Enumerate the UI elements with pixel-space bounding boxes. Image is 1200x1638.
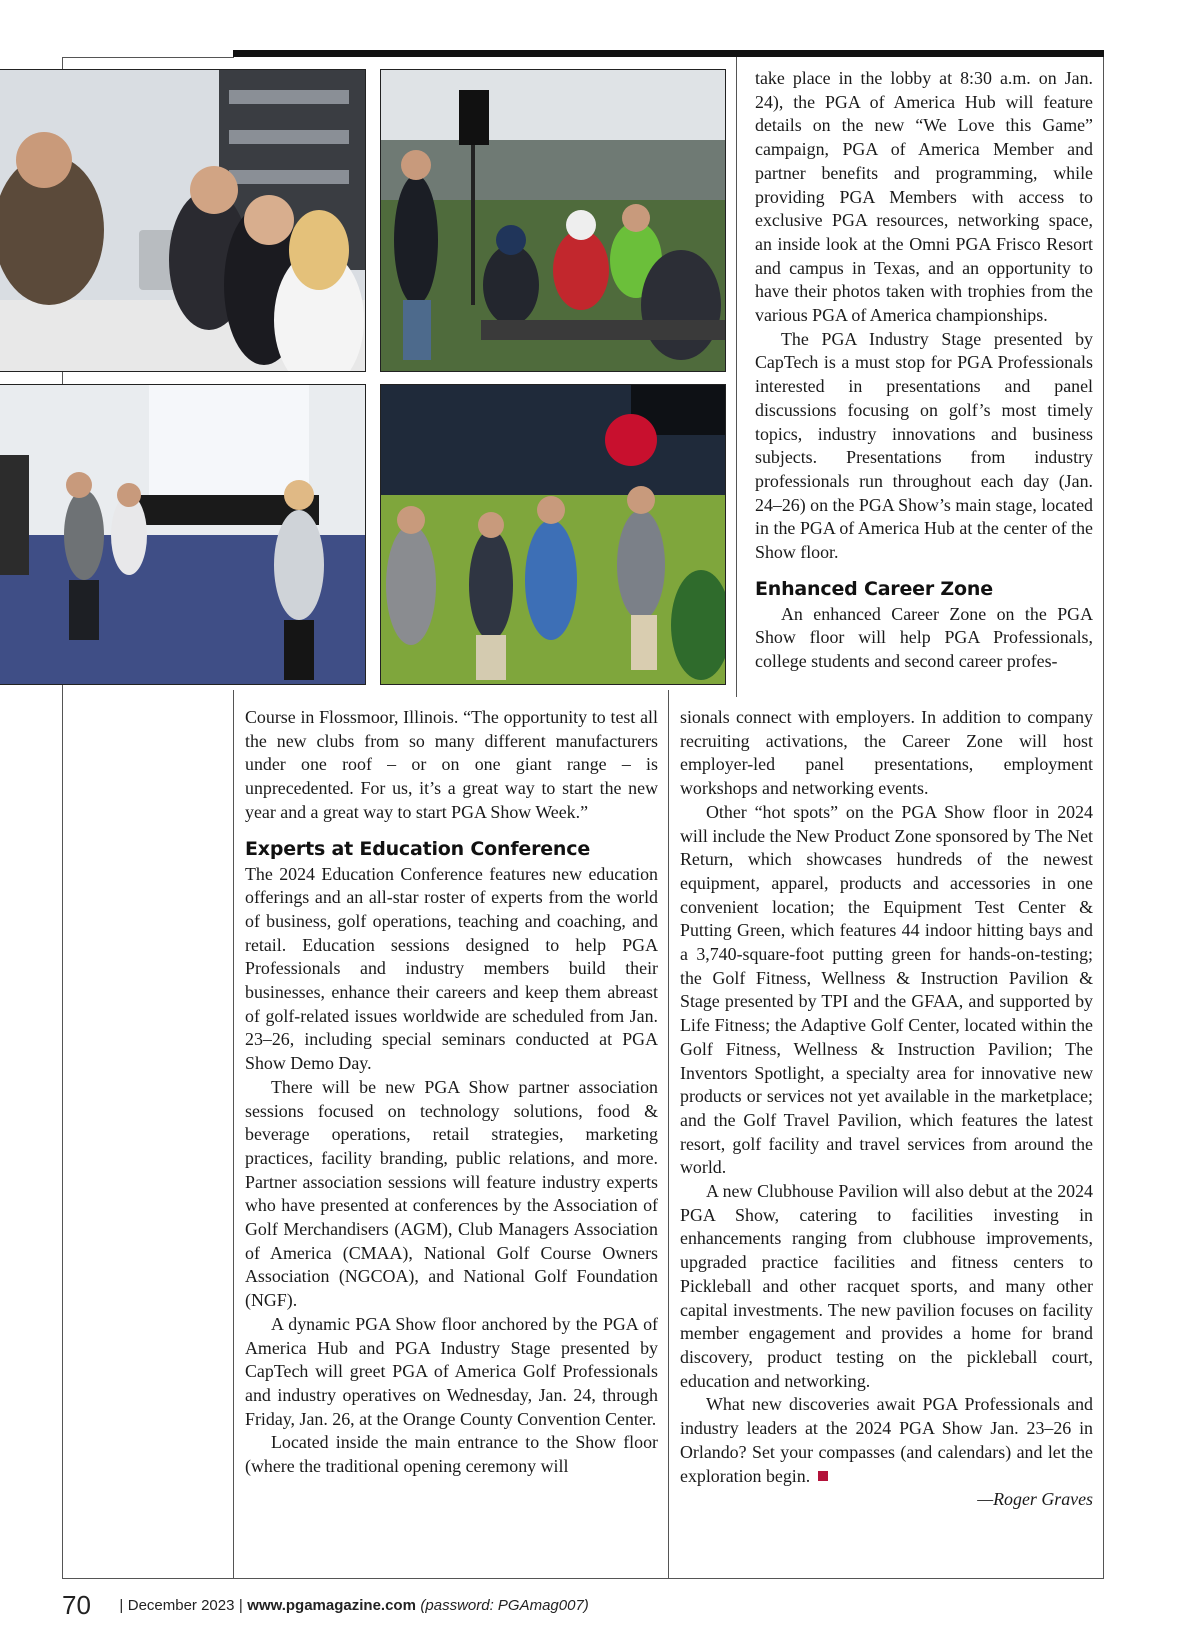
right-column-paragraph-4: Other “hot spots” on the PGA Show floor in 2024 will include the New Product Zone sponsored by The Net Return, which showcases hundreds of the newest equipment, apparel, products and accessories in one convenient location; the Equipment Test Center & Putting Green, which features 44 indoor hitting bays and a 3,740-square-foot putting green for hands-on-testing; the Golf Fitness, Wellness & Instruction Pavilion & Stage presented by TPI and the GFAA, and supported by Life Fitness; the Adaptive Golf Center, located within the Golf Fitness, Wellness & Instruction Pavilion; The Inventors Spotlight, a specialty area for innovative new products or services not yet available in the marketplace; and the Golf Travel Pavilion, which features the latest resort, golf facility and travel services from around the world. <box>680 801 1093 1178</box>
photo-fitness <box>0 384 366 685</box>
photo-meeting <box>0 69 366 372</box>
column-divider-mid <box>668 690 669 1579</box>
column-divider-right-top <box>736 57 737 697</box>
photo-putting-green <box>380 384 726 685</box>
footer-password-note: (password: PGAmag007) <box>420 1597 589 1614</box>
right-column-bottom <box>680 706 1093 1512</box>
byline: —Roger Graves <box>977 1489 1093 1510</box>
left-column <box>245 706 658 1479</box>
right-column-paragraph-3-rest: sionals connect with employers. In addition to company recruiting activations, the Career Zone will host employer-led panel presentations, employment workshops and networking events. <box>680 707 1093 799</box>
page-number: 70 <box>62 1590 91 1620</box>
heading-career-zone: Enhanced Career Zone <box>755 577 993 600</box>
left-column-paragraph-1: Course in Flossmoor, Illinois. “The opportunity to test all the new clubs from so many different manufacturers under one roof – or on one giant range – is unprecedented. For us, it’s a great way to start the new year and a great way to start PGA Show Week.” <box>245 707 658 822</box>
frame-bottom <box>62 1578 1104 1579</box>
closing-paragraph-text: What new discoveries await PGA Professionals and industry leaders at the 2024 PGA Show Jan. 23–26 in Orlando? Set your compasses (and calendars) and let the exploration begin. <box>680 1394 1093 1486</box>
left-column-paragraph-4: A dynamic PGA Show floor anchored by the PGA of America Hub and PGA Industry Stage presented by CapTech will greet PGA of America Golf Professionals and industry operatives on Wednesday, Jan. 24, through Friday, Jan. 26, at the Orange County Convention Center. <box>245 1313 658 1429</box>
page-footer <box>62 1590 589 1620</box>
right-column-paragraph-6 <box>680 1393 1093 1488</box>
footer-date: December 2023 <box>127 1597 235 1614</box>
right-column-top <box>755 67 1093 674</box>
right-column-paragraph-2: The PGA Industry Stage presented by CapTech is a must stop for PGA Professionals interested in presentations and panel discussions focusing on golf’s most timely topics, industry innovations and business subjects. Presentations from industry professionals run throughout each day (Jan. 24–26) on the PGA Show’s main stage, located in the PGA of America Hub at the center of the Show floor. <box>755 328 1093 563</box>
left-column-paragraph-5: Located inside the main entrance to the Show floor (where the traditional opening ceremony will <box>245 1432 658 1477</box>
footer-separator-2: | <box>238 1597 243 1614</box>
photo-range-demo <box>380 69 726 372</box>
left-column-paragraph-3: There will be new PGA Show partner association sessions focused on technology solutions, food & beverage operations, retail strategies, marketing practices, facility branding, public relations, and more. Partner association sessions will feature industry experts who have presented at conferences by the Association of Golf Merchandisers (AGM), Club Managers Association of America (CMAA), National Golf Course Owners Association (NGCOA), and National Golf Foundation (NGF). <box>245 1076 658 1311</box>
frame-top-left <box>62 57 234 58</box>
right-column-paragraph-5: A new Clubhouse Pavilion will also debut at the 2024 PGA Show, catering to facilities investing in enhancements ranging from clubhouse improvements, upgraded practice facilities and fitness centers to Pickleball and other racquet sports, and many other capital investments. The new pavilion focuses on facility member engagement and provides a home for brand discovery, product testing on the pickleball court, education and networking. <box>680 1181 1093 1391</box>
footer-separator-1: | <box>119 1597 124 1614</box>
footer-website-link[interactable]: www.pgamagazine.com <box>247 1597 416 1614</box>
right-column-paragraph-1: take place in the lobby at 8:30 a.m. on Jan. 24), the PGA of America Hub will feature details on the new “We Love this Game” campaign, PGA of America Member and partner benefits and programming, while providing PGA Members with access to exclusive PGA resources, networking space, an inside look at the Omni PGA Frisco Resort and campus in Texas, and an opportunity to have their photos taken with trophies from the various PGA of America championships. <box>755 68 1093 326</box>
left-column-paragraph-2: The 2024 Education Conference features new education offerings and an all-star roster of experts from the world of business, golf operations, teaching and coaching, and retail. Education sessions designed to help PGA Professionals and industry members build their businesses, enhance their careers and keep them abreast of golf-related issues worldwide are scheduled from Jan. 23–26, including special seminars conducted at PGA Show Demo Day. <box>245 863 658 1074</box>
right-column-paragraph-3-start: An enhanced Career Zone on the PGA Show floor will help PGA Professionals, college students and second career profes- <box>755 603 1093 672</box>
heading-education-conference: Experts at Education Conference <box>245 837 591 860</box>
end-mark-icon <box>818 1471 828 1481</box>
top-rule <box>233 50 1104 57</box>
frame-right-outer <box>1103 57 1104 1579</box>
column-divider-left <box>233 690 234 1579</box>
